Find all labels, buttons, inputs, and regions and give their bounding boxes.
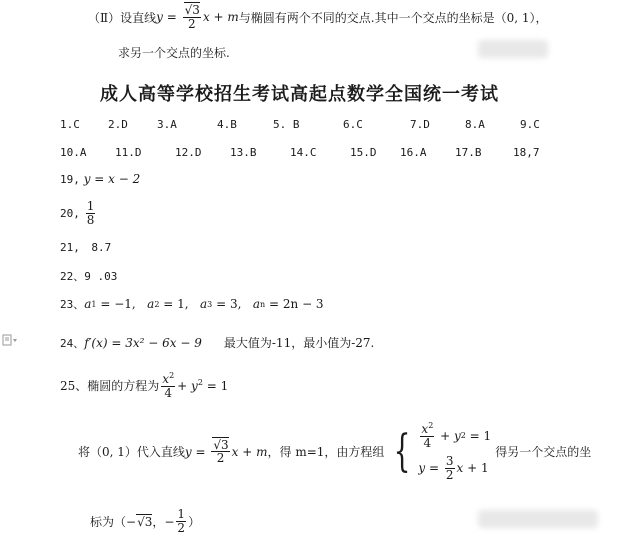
answer-25-result: 标为（− √ 3 ，− $\frac{1}{2}$ ） [90,508,200,534]
watermark-blur [478,40,548,58]
answer: 12.D [175,146,202,159]
answer: 8.A [465,118,485,131]
part2-line1: （Ⅱ）设直线 y = √ $\frac{3}{2}$ x + m 与椭圆有两个不同的交点.其中一个交点的坐标是（0, 1）， [88,4,548,30]
answer: 18,7 [513,146,540,159]
answer: 13.B [230,146,257,159]
answer: 17.B [455,146,482,159]
watermark-blur [478,510,598,528]
page-title: 成人高等学校招生考试高起点数学全国统一考试 [100,84,499,105]
answer: 5. B [273,118,300,131]
answer-20: 20, $\frac{1}{8}$ [60,199,95,227]
answer: 6.C [343,118,363,131]
answer-25: 25、椭圆的方程为 $\frac{x^2}{4}$ + $y^2 = 1$ [60,371,229,400]
answer-24: 24、 f′(x) = 3x² − 6x − 9 最大值为-11，最小值为-27. [60,335,375,350]
answer: 7.D [410,118,430,131]
answer: 9.C [520,118,540,131]
answer-25-step: 将（0, 1）代入直线 y = √ $\frac{3}{2}$ x + m ，得 m=1，由方程组 { $\frac{x^2}{4}$ + y 2 = 1 y = $\frac{3}{2}$ x + 1 得另一个交点的坐 [78,422,591,481]
answer-19: 19, y = x − 2 [60,172,141,186]
answer: 1.C [60,118,80,131]
answer-23: 23、 a 1 = −1, a 2 = 1, a 3 = 3, a n = 2n − 3 [60,297,324,311]
answer: 10.A [60,146,87,159]
answer: 15.D [350,146,377,159]
answer: 11.D [115,146,142,159]
answer-22: 22、9 .03 [60,270,118,283]
answer: 4.B [217,118,237,131]
answer: 3.A [157,118,177,131]
answer: 14.C [290,146,317,159]
equation-system: { $\frac{x^2}{4}$ + y 2 = 1 y = $\frac{3}{2}$ x + 1 [394,421,492,482]
part2-line2: 求另一个交点的坐标. [118,46,230,60]
answer: 2.D [108,118,128,131]
answer-21: 21, 8.7 [60,240,112,254]
answer: 16.A [400,146,427,159]
document-icon[interactable] [2,334,18,349]
